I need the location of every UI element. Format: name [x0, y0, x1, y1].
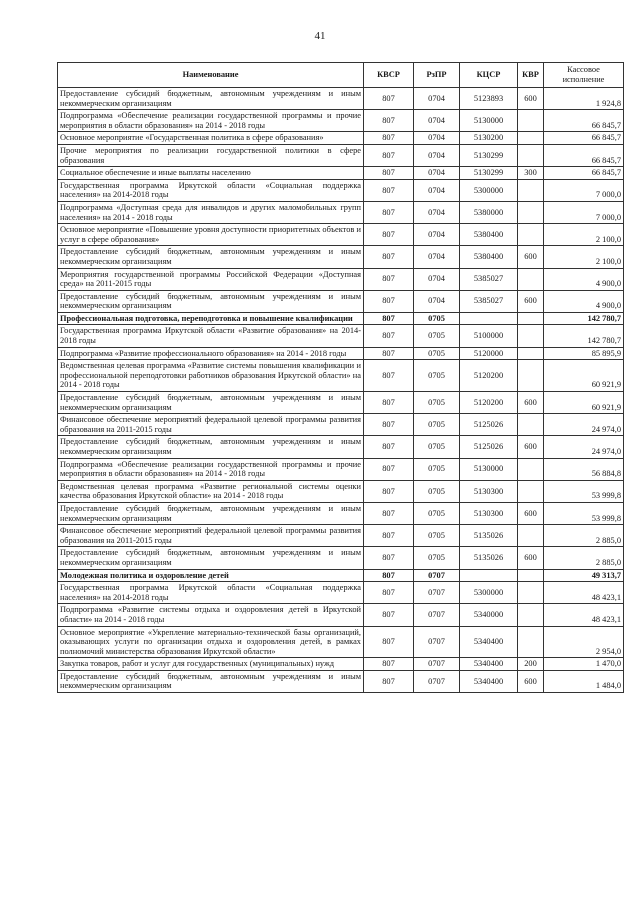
cell-kcsr: 5130200: [460, 132, 518, 145]
cell-kvr: [518, 179, 544, 201]
table-row: [58, 414, 624, 436]
cell-amount: 4 900,0: [544, 268, 624, 290]
cell-kvr: [518, 347, 544, 360]
cell-kvsr: 807: [364, 246, 414, 268]
cell-kcsr: 5340400: [460, 658, 518, 671]
cell-kvr: 600: [518, 436, 544, 458]
cell-kvsr: 807: [364, 290, 414, 312]
cell-kvr: [518, 414, 544, 436]
cell-name: Закупка товаров, работ и услуг для государственных (муниципальных) нужд: [58, 658, 364, 671]
cell-amount: 2 100,0: [544, 224, 624, 246]
table-row: [58, 604, 624, 626]
cell-amount: 85 895,9: [544, 347, 624, 360]
cell-amount: 53 999,8: [544, 480, 624, 502]
cell-name: Подпрограмма «Развитие профессионального образования» на 2014 - 2018 годы: [58, 347, 364, 360]
table-row: [58, 392, 624, 414]
cell-rzpr: 0705: [414, 436, 460, 458]
cell-rzpr: 0704: [414, 179, 460, 201]
table-row: [58, 246, 624, 268]
cell-amount: 53 999,8: [544, 502, 624, 524]
cell-name: Подпрограмма «Обеспечение реализации государственной программы и прочие мероприятия в области образования» на 2014 - 2018 годы: [58, 110, 364, 132]
cell-name: Ведомственная целевая программа «Развитие системы повышения квалификации и профессиональной переподготовки работников образования Иркутской области» на 2014 - 2018 годы: [58, 360, 364, 392]
cell-kvsr: 807: [364, 458, 414, 480]
table-row: [58, 312, 624, 325]
cell-kcsr: 5125026: [460, 436, 518, 458]
cell-kvr: [518, 144, 544, 166]
table-row: [58, 167, 624, 180]
cell-kvsr: 807: [364, 414, 414, 436]
cell-kvr: [518, 110, 544, 132]
cell-amount: 2 885,0: [544, 547, 624, 569]
budget-execution-table: [57, 62, 624, 693]
table-row: [58, 458, 624, 480]
cell-kcsr: [460, 569, 518, 582]
cell-amount: 1 484,0: [544, 670, 624, 692]
cell-kvr: [518, 458, 544, 480]
cell-kvr: [518, 268, 544, 290]
cell-kcsr: 5300000: [460, 582, 518, 604]
cell-name: Социальное обеспечение и иные выплаты населению: [58, 167, 364, 180]
cell-name: Основное мероприятие «Повышение уровня доступности приоритетных объектов и услуг в сфере образования»: [58, 224, 364, 246]
cell-amount: 66 845,7: [544, 110, 624, 132]
cell-rzpr: 0707: [414, 569, 460, 582]
cell-amount: 48 423,1: [544, 604, 624, 626]
cell-amount: 66 845,7: [544, 132, 624, 145]
header-name: Наименование: [58, 63, 364, 88]
cell-rzpr: 0704: [414, 224, 460, 246]
cell-kvr: 300: [518, 167, 544, 180]
cell-kvsr: 807: [364, 201, 414, 223]
cell-rzpr: 0704: [414, 268, 460, 290]
cell-kvsr: 807: [364, 392, 414, 414]
cell-name: Предоставление субсидий бюджетным, автономным учреждениям и иным некоммерческим организациям: [58, 290, 364, 312]
cell-kvr: 600: [518, 88, 544, 110]
cell-name: Мероприятия государственной программы Российской Федерации «Доступная среда» на 2011-2015 годы: [58, 268, 364, 290]
cell-name: Предоставление субсидий бюджетным, автономным учреждениям и иным некоммерческим организациям: [58, 392, 364, 414]
cell-kvsr: 807: [364, 312, 414, 325]
cell-kcsr: 5123893: [460, 88, 518, 110]
cell-kcsr: 5130300: [460, 502, 518, 524]
cell-rzpr: 0707: [414, 582, 460, 604]
cell-rzpr: 0707: [414, 670, 460, 692]
cell-kvr: [518, 312, 544, 325]
cell-kvr: [518, 224, 544, 246]
cell-rzpr: 0707: [414, 658, 460, 671]
cell-amount: 24 974,0: [544, 414, 624, 436]
cell-amount: 4 900,0: [544, 290, 624, 312]
cell-kvsr: 807: [364, 347, 414, 360]
header-kvsr: КВСР: [364, 63, 414, 88]
cell-kcsr: 5100000: [460, 325, 518, 347]
cell-kcsr: 5130000: [460, 458, 518, 480]
cell-rzpr: 0707: [414, 626, 460, 658]
cell-kvsr: 807: [364, 268, 414, 290]
table-body: [58, 88, 624, 693]
cell-kvr: 600: [518, 502, 544, 524]
cell-kcsr: 5340400: [460, 626, 518, 658]
cell-name: Предоставление субсидий бюджетным, автономным учреждениям и иным некоммерческим организациям: [58, 436, 364, 458]
cell-rzpr: 0704: [414, 290, 460, 312]
cell-kvr: [518, 132, 544, 145]
cell-kcsr: 5385027: [460, 290, 518, 312]
cell-rzpr: 0704: [414, 144, 460, 166]
cell-name: Подпрограмма «Обеспечение реализации государственной программы и прочие мероприятия в области образования» на 2014 - 2018 годы: [58, 458, 364, 480]
table-row: [58, 670, 624, 692]
table-row: [58, 569, 624, 582]
table-row: [58, 201, 624, 223]
cell-amount: 66 845,7: [544, 144, 624, 166]
cell-amount: 7 000,0: [544, 201, 624, 223]
cell-name: Предоставление субсидий бюджетным, автономным учреждениям и иным некоммерческим организациям: [58, 246, 364, 268]
table-row: [58, 360, 624, 392]
header-execution: Кассовое исполнение: [544, 63, 624, 88]
cell-kcsr: 5380400: [460, 224, 518, 246]
cell-kcsr: 5340000: [460, 604, 518, 626]
cell-kcsr: 5340400: [460, 670, 518, 692]
table-row: [58, 179, 624, 201]
cell-kvsr: 807: [364, 670, 414, 692]
table-row: [58, 325, 624, 347]
cell-kvr: [518, 201, 544, 223]
cell-kcsr: 5380000: [460, 201, 518, 223]
cell-amount: 7 000,0: [544, 179, 624, 201]
cell-kvr: [518, 582, 544, 604]
cell-amount: 2 885,0: [544, 525, 624, 547]
cell-name: Государственная программа Иркутской области «Социальная поддержка населения» на 2014-2018 годы: [58, 179, 364, 201]
table-row: [58, 480, 624, 502]
table-row: [58, 658, 624, 671]
cell-name: Финансовое обеспечение мероприятий федеральной целевой программы развития образования на 2011-2015 годы: [58, 414, 364, 436]
table-row: [58, 268, 624, 290]
cell-amount: 1 924,8: [544, 88, 624, 110]
cell-rzpr: 0707: [414, 604, 460, 626]
cell-rzpr: 0705: [414, 360, 460, 392]
cell-name: Предоставление субсидий бюджетным, автономным учреждениям и иным некоммерческим организациям: [58, 547, 364, 569]
cell-rzpr: 0705: [414, 502, 460, 524]
header-rzpr: РзПР: [414, 63, 460, 88]
cell-kvr: 600: [518, 290, 544, 312]
cell-kcsr: 5120200: [460, 392, 518, 414]
cell-kvsr: 807: [364, 626, 414, 658]
table-row: [58, 132, 624, 145]
cell-name: Предоставление субсидий бюджетным, автономным учреждениям и иным некоммерческим организациям: [58, 502, 364, 524]
cell-kcsr: 5130300: [460, 480, 518, 502]
table-row: [58, 547, 624, 569]
cell-amount: 48 423,1: [544, 582, 624, 604]
cell-amount: 142 780,7: [544, 312, 624, 325]
page-number: 41: [314, 30, 326, 42]
cell-rzpr: 0705: [414, 392, 460, 414]
cell-kvsr: 807: [364, 132, 414, 145]
cell-kvsr: 807: [364, 110, 414, 132]
cell-amount: 2 100,0: [544, 246, 624, 268]
cell-rzpr: 0705: [414, 480, 460, 502]
cell-kvsr: 807: [364, 569, 414, 582]
cell-kvsr: 807: [364, 502, 414, 524]
cell-kvsr: 807: [364, 179, 414, 201]
cell-kcsr: 5120000: [460, 347, 518, 360]
header-kcsr: КЦСР: [460, 63, 518, 88]
cell-kvr: 600: [518, 392, 544, 414]
cell-kvr: 600: [518, 547, 544, 569]
cell-kvsr: 807: [364, 604, 414, 626]
cell-kvsr: 807: [364, 325, 414, 347]
cell-kcsr: 5125026: [460, 414, 518, 436]
cell-amount: 56 884,8: [544, 458, 624, 480]
cell-kvsr: 807: [364, 167, 414, 180]
cell-name: Финансовое обеспечение мероприятий федеральной целевой программы развития образования на 2011-2015 годы: [58, 525, 364, 547]
cell-name: Прочие мероприятия по реализации государственной политики в сфере образования: [58, 144, 364, 166]
cell-kcsr: 5135026: [460, 547, 518, 569]
cell-rzpr: 0705: [414, 312, 460, 325]
cell-rzpr: 0704: [414, 88, 460, 110]
cell-rzpr: 0704: [414, 246, 460, 268]
cell-name: Государственная программа Иркутской области «Социальная поддержка населения» на 2014-2018 годы: [58, 582, 364, 604]
cell-kcsr: 5135026: [460, 525, 518, 547]
cell-kvr: 600: [518, 670, 544, 692]
cell-amount: 2 954,0: [544, 626, 624, 658]
cell-kvsr: 807: [364, 88, 414, 110]
table-row: [58, 144, 624, 166]
cell-kvr: 200: [518, 658, 544, 671]
cell-kvsr: 807: [364, 436, 414, 458]
cell-name: Ведомственная целевая программа «Развитие региональной системы оценки качества образования Иркутской области» на 2014 - 2018 годы: [58, 480, 364, 502]
cell-rzpr: 0705: [414, 414, 460, 436]
cell-name: Основное мероприятие «Укрепление материально-технической базы организаций, оказывающих услуги по организации отдыха и оздоровления детей, в рамках полномочий министерства образования Иркутской области»: [58, 626, 364, 658]
cell-amount: 66 845,7: [544, 167, 624, 180]
cell-kvr: 600: [518, 246, 544, 268]
cell-rzpr: 0704: [414, 110, 460, 132]
cell-kvr: [518, 626, 544, 658]
cell-kvsr: 807: [364, 658, 414, 671]
cell-kvsr: 807: [364, 224, 414, 246]
cell-name: Основное мероприятие «Государственная политика в сфере образования»: [58, 132, 364, 145]
cell-kvsr: 807: [364, 525, 414, 547]
cell-kvsr: 807: [364, 480, 414, 502]
cell-kvr: [518, 325, 544, 347]
table-row: [58, 347, 624, 360]
table-header-row: [58, 63, 624, 88]
table-row: [58, 626, 624, 658]
cell-rzpr: 0705: [414, 547, 460, 569]
cell-kcsr: 5120200: [460, 360, 518, 392]
cell-kvr: [518, 604, 544, 626]
cell-kcsr: 5385027: [460, 268, 518, 290]
cell-rzpr: 0704: [414, 201, 460, 223]
cell-kvsr: 807: [364, 360, 414, 392]
cell-kcsr: 5130299: [460, 144, 518, 166]
cell-kvr: [518, 525, 544, 547]
cell-kcsr: 5300000: [460, 179, 518, 201]
cell-kvr: [518, 360, 544, 392]
table-row: [58, 290, 624, 312]
cell-kcsr: 5130000: [460, 110, 518, 132]
header-kvr: КВР: [518, 63, 544, 88]
cell-kvsr: 807: [364, 144, 414, 166]
cell-name: Предоставление субсидий бюджетным, автономным учреждениям и иным некоммерческим организациям: [58, 670, 364, 692]
cell-name: Профессиональная подготовка, переподготовка и повышение квалификации: [58, 312, 364, 325]
cell-rzpr: 0705: [414, 525, 460, 547]
cell-amount: 60 921,9: [544, 392, 624, 414]
table-row: [58, 436, 624, 458]
cell-rzpr: 0705: [414, 458, 460, 480]
cell-amount: 24 974,0: [544, 436, 624, 458]
cell-kvr: [518, 480, 544, 502]
cell-kvsr: 807: [364, 547, 414, 569]
cell-kvr: [518, 569, 544, 582]
table-row: [58, 110, 624, 132]
cell-kcsr: 5130299: [460, 167, 518, 180]
cell-rzpr: 0704: [414, 132, 460, 145]
cell-name: Подпрограмма «Развитие системы отдыха и оздоровления детей в Иркутской области» на 2014 - 2018 годы: [58, 604, 364, 626]
table-row: [58, 224, 624, 246]
cell-kcsr: 5380400: [460, 246, 518, 268]
cell-name: Государственная программа Иркутской области «Развитие образования» на 2014-2018 годы: [58, 325, 364, 347]
cell-name: Предоставление субсидий бюджетным, автономным учреждениям и иным некоммерческим организациям: [58, 88, 364, 110]
cell-name: Подпрограмма «Доступная среда для инвалидов и других маломобильных групп населения» на 2014 - 2018 годы: [58, 201, 364, 223]
table-row: [58, 502, 624, 524]
cell-name: Молодежная политика и оздоровление детей: [58, 569, 364, 582]
cell-rzpr: 0705: [414, 325, 460, 347]
cell-amount: 60 921,9: [544, 360, 624, 392]
table-row: [58, 582, 624, 604]
cell-amount: 49 313,7: [544, 569, 624, 582]
cell-kcsr: [460, 312, 518, 325]
cell-rzpr: 0704: [414, 167, 460, 180]
cell-amount: 142 780,7: [544, 325, 624, 347]
cell-kvsr: 807: [364, 582, 414, 604]
cell-rzpr: 0705: [414, 347, 460, 360]
table-row: [58, 88, 624, 110]
cell-amount: 1 470,0: [544, 658, 624, 671]
table-row: [58, 525, 624, 547]
